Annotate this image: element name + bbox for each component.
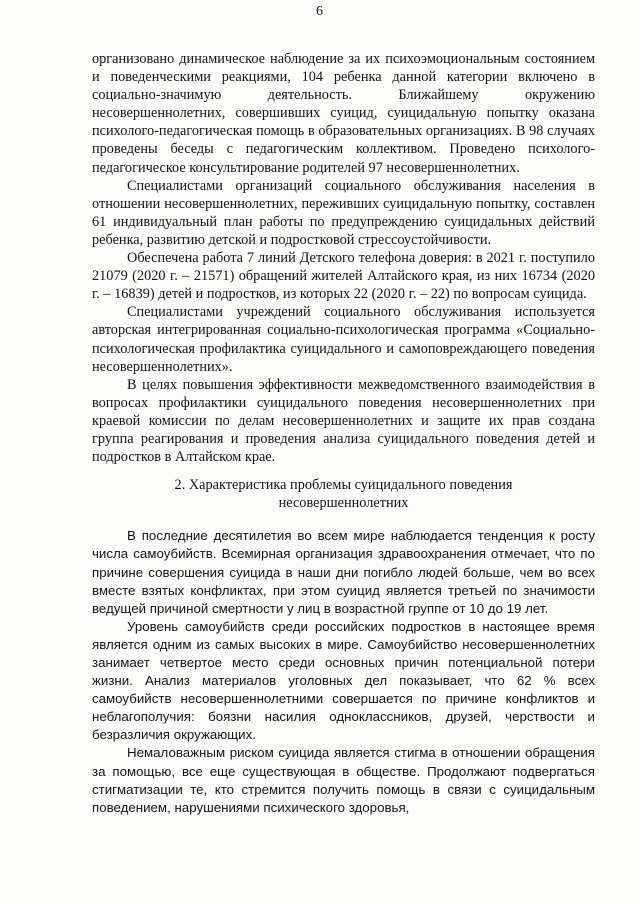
section-title-line-1: 2. Характеристика проблемы суицидального поведения bbox=[174, 477, 513, 494]
section-title bbox=[92, 476, 595, 512]
paragraph-continuation: организовано динамическое наблюдение за их психоэмоциональным состоянием и поведенческими реакциями, 104 ребенка данной категории включено в социально-значимую деятельность. Ближайшему окружению несовершеннолетних, совершивших суицид, суицидальную попытку оказана психолого-педагогическая помощь в образовательных организациях. В 98 случаях проведены беседы с педагогическим коллективом. Проведено психолого-педагогическое консультирование родителей 97 несовершеннолетних. bbox=[92, 51, 595, 176]
paragraph-stigma: Немаловажным риском суицида является стигма в отношении обращения за помощью, все еще существующая в обществе. Продолжают подвергаться стигматизации те, кто стремится получить помощь в связи с суицидальным поведением, нарушениями психического здоровья, bbox=[92, 745, 595, 815]
page-number: 6 bbox=[316, 4, 323, 19]
document-body bbox=[92, 50, 595, 817]
paragraph-commission: В целях повышения эффективности межведомственного взаимодействия в вопросах профилактики суицидального поведения несовершеннолетних при краевой комиссии по делам несовершеннолетних и защите их прав создана группа реагирования и проведения анализа суицидального поведения детей и подростков в Алтайском крае. bbox=[92, 376, 595, 466]
paragraph-social-services-plan: Специалистами организаций социального обслуживания населения в отношении несовершеннолетних, переживших суицидальную попытку, составлен 61 индивидуальный план работы по предупреждению суицидальных действий ребенка, развитию детской и подростковой стрессоустойчивости. bbox=[92, 177, 595, 248]
paragraph-russia-level: Уровень самоубийств среди российских подростков в настоящее время является одним из самых высоких в мире. Самоубийство несовершеннолетних занимает четвертое место среди основных причин потенциальной потери жизни. Анализ материалов уголовных дел показывает, что 62 % всех самоубийств несовершеннолетними совершается по причине конфликтов и неблагополучия: боязни насилия одноклассников, друзей, черствости и безразличия окружающих. bbox=[92, 618, 595, 743]
paragraph-program: Специалистами учреждений социального обслуживания используется авторская интегрированная социально-психологическая программа «Социально-психологическая профилактика суицидального и самоповреждающего поведения несовершеннолетних». bbox=[92, 304, 595, 375]
paragraph-world-trend: В последние десятилетия во всем мире наблюдается тенденция к росту числа самоубийств. Всемирная организация здравоохранения отмечает, что по причине совершения суицида в наши дни погибло людей больше, чем во всех вместе взятых конфликтах, при этом суицид является третьей по значимости ведущей причиной смертности у лиц в возрастной группе от 10 до 19 лет. bbox=[92, 528, 595, 616]
section-title-line-2: несовершеннолетних bbox=[278, 495, 409, 512]
paragraph-helpline: Обеспечена работа 7 линий Детского телефона доверия: в 2021 г. поступило 21079 (2020 г. – 21571) обращений жителей Алтайского края, из них 16734 (2020 г. – 16839) детей и подростков, из которых 22 (2020 г. – 22) по вопросам суицида. bbox=[92, 250, 595, 303]
